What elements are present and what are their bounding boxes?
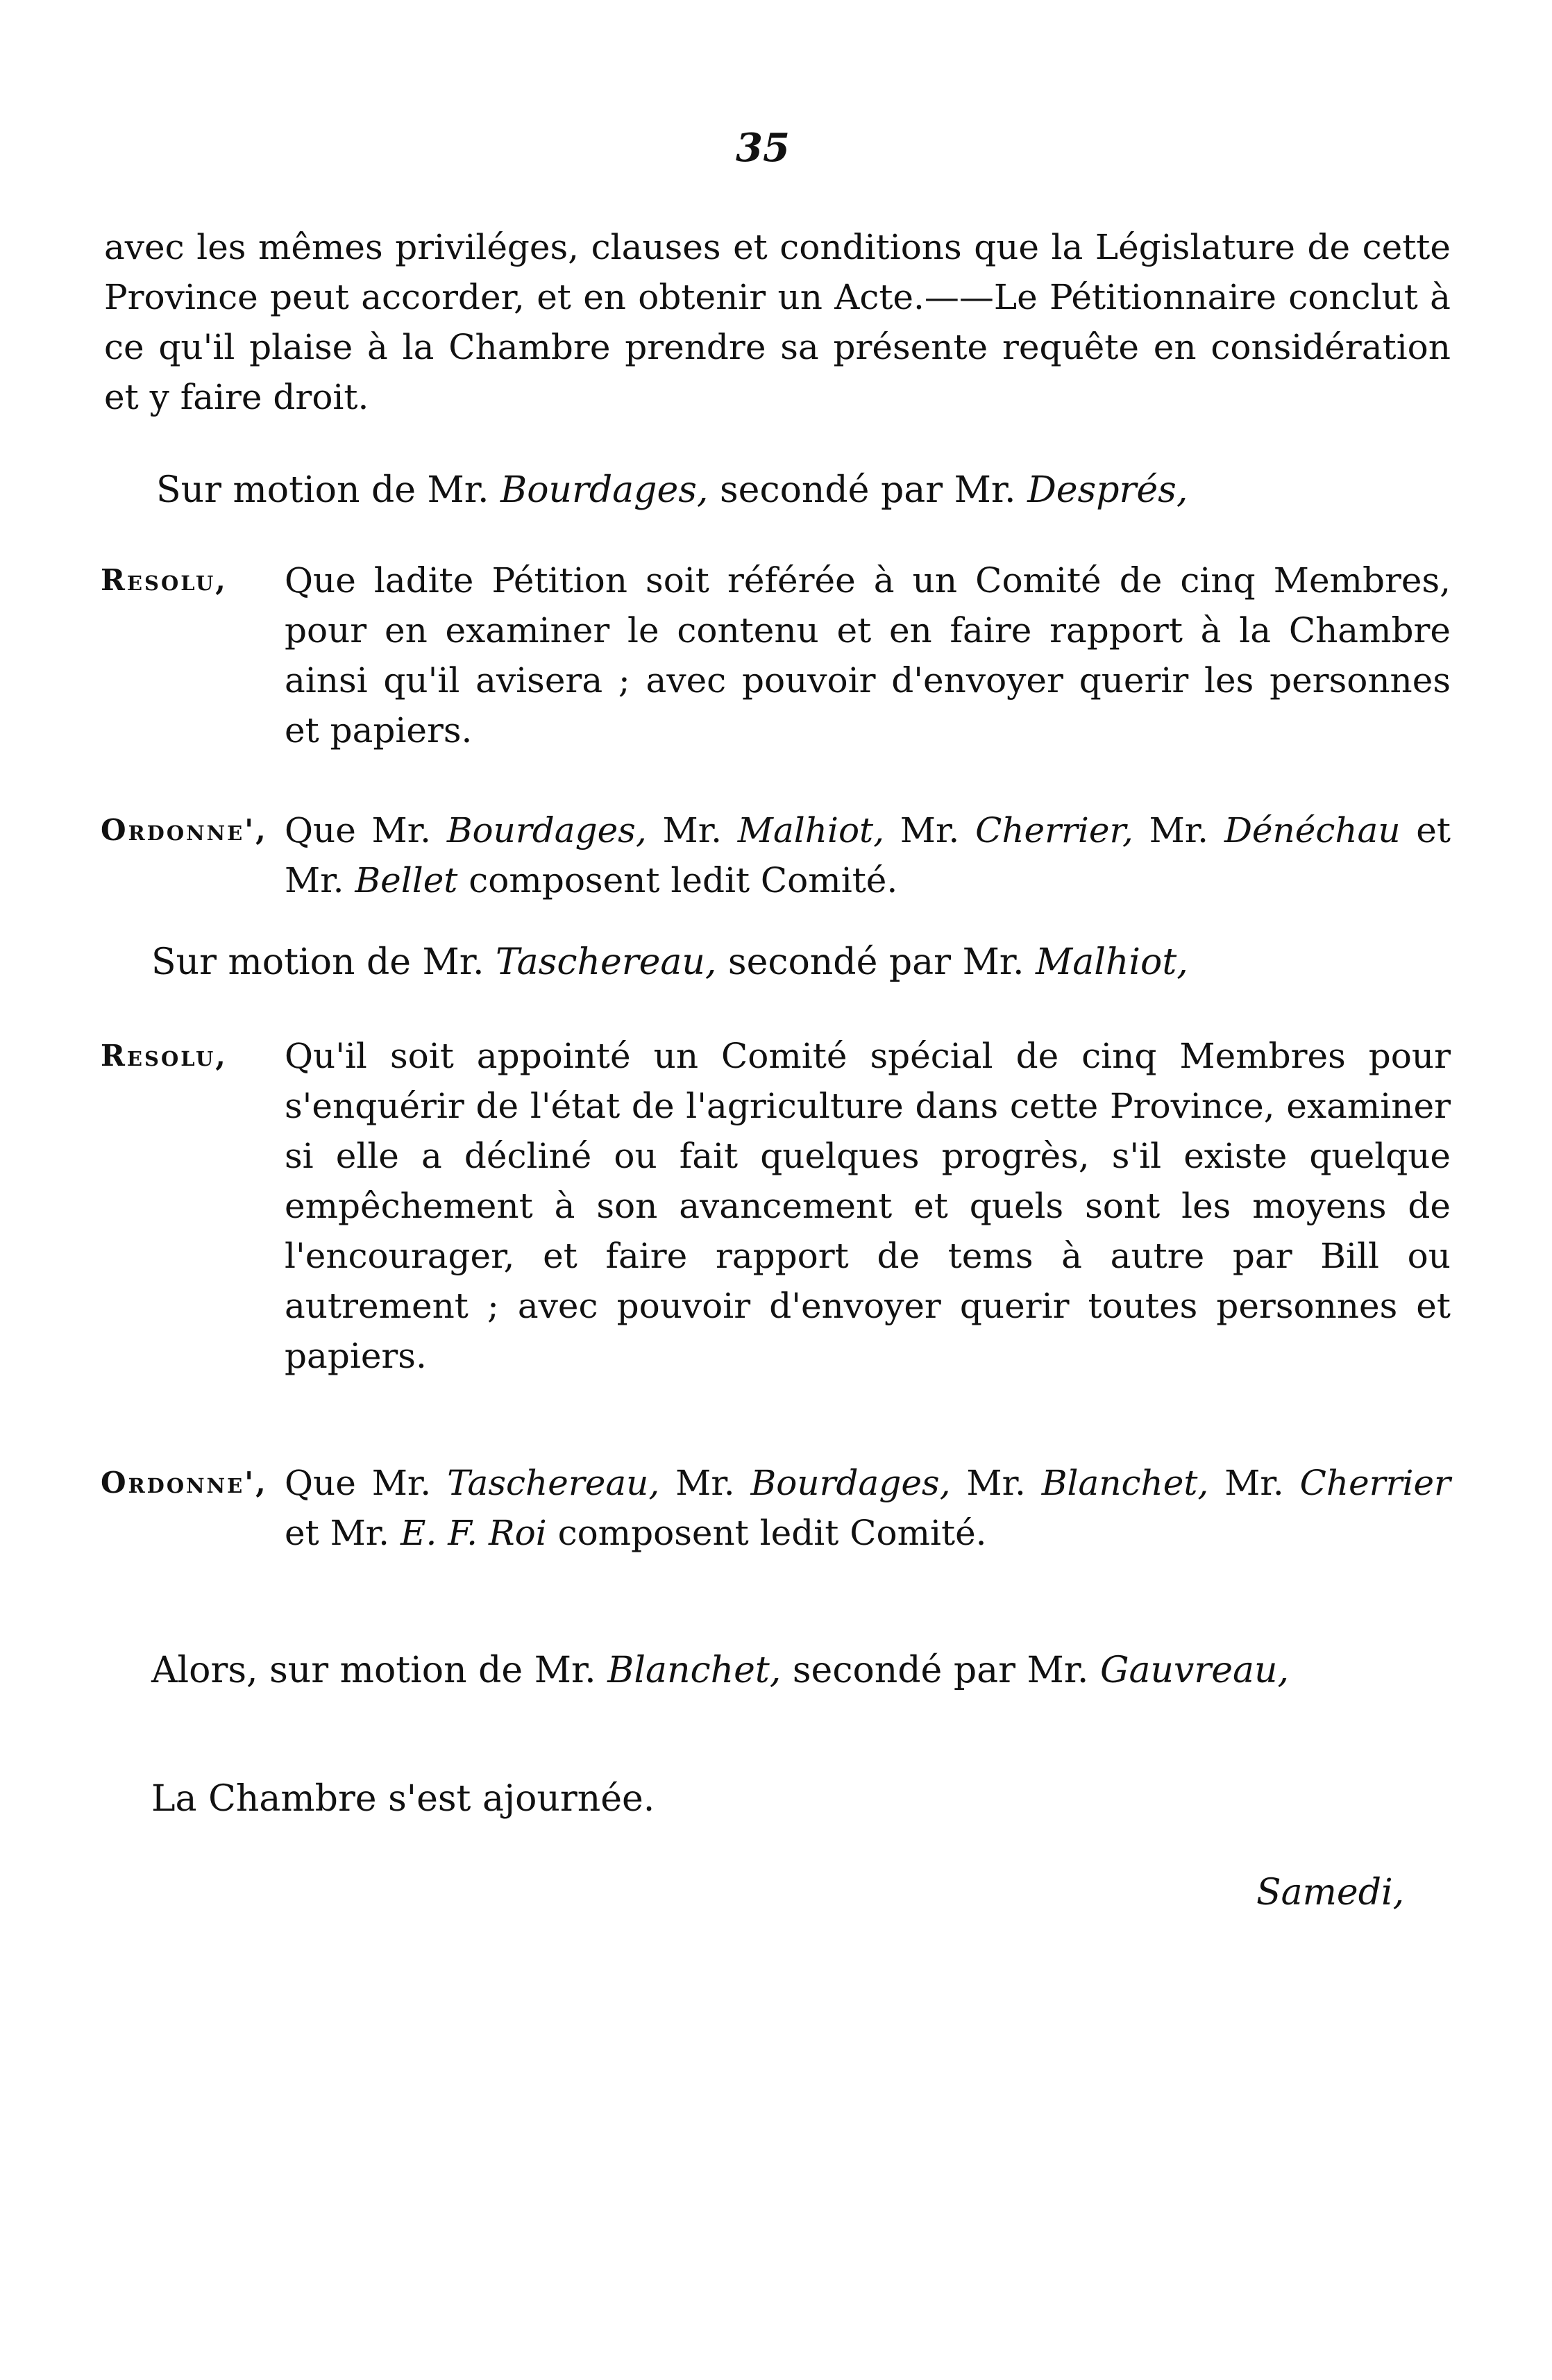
order-1-start: Que Mr. bbox=[285, 810, 447, 850]
motion-2-mover: Taschereau, bbox=[496, 941, 717, 983]
order-1-end: composent ledit Comité. bbox=[457, 860, 898, 900]
order-1-label: Ordonne', bbox=[101, 813, 268, 847]
order-2-sep-3: Mr. bbox=[1208, 1463, 1300, 1503]
motion-2 bbox=[151, 937, 1456, 987]
order-1-member-5: Bellet bbox=[355, 860, 458, 900]
motion-2-middle: secondé par Mr. bbox=[716, 941, 1036, 983]
motion-1-seconder: Després, bbox=[1027, 469, 1188, 511]
order-2-text bbox=[285, 1458, 1451, 1558]
motion-1-middle: secondé par Mr. bbox=[708, 469, 1028, 511]
order-1-member-2: Malhiot, bbox=[737, 810, 885, 850]
order-1-member-3: Cherrier, bbox=[975, 810, 1133, 850]
order-2-start: Que Mr. bbox=[285, 1463, 448, 1503]
motion-3-prefix: Alors, sur motion de Mr. bbox=[151, 1650, 608, 1691]
resolution-1-label: Resolu, bbox=[101, 563, 228, 597]
order-2-sep-2: Mr. bbox=[950, 1463, 1042, 1503]
order-1-member-1: Bourdages, bbox=[446, 810, 647, 850]
order-1-sep-2: Mr. bbox=[884, 810, 976, 850]
order-2-member-3: Blanchet, bbox=[1041, 1463, 1209, 1503]
catchword: Samedi, bbox=[1256, 1872, 1405, 1913]
order-2-sep-4: et Mr. bbox=[285, 1513, 400, 1553]
order-2-member-1: Taschereau, bbox=[447, 1463, 660, 1503]
adjournment-line: La Chambre s'est ajournée. bbox=[151, 1778, 655, 1820]
motion-3-seconder: Gauvreau, bbox=[1099, 1650, 1290, 1691]
order-1-member-4: Dénéchau bbox=[1224, 810, 1401, 850]
order-2-end: composent ledit Comité. bbox=[546, 1513, 987, 1553]
order-2-label: Ordonne', bbox=[101, 1466, 268, 1500]
motion-1 bbox=[156, 465, 1461, 515]
motion-3-middle: secondé par Mr. bbox=[781, 1650, 1100, 1691]
motion-3 bbox=[151, 1645, 1456, 1695]
motion-3-mover: Blanchet, bbox=[607, 1650, 782, 1691]
motion-2-prefix: Sur motion de Mr. bbox=[151, 941, 496, 983]
page-number: 35 bbox=[736, 125, 790, 171]
motion-1-prefix: Sur motion de Mr. bbox=[156, 469, 501, 511]
order-1-sep-1: Mr. bbox=[646, 810, 738, 850]
resolution-2-text: Qu'il soit appointé un Comité spécial de cinq Membres pour s'enquérir de l'état de l'agriculture dans cette Province, examiner si elle a décliné ou fait quelques progrès, s'il existe quelque empêchement à son avancement et quels sont les moyens de l'encourager, et faire rapport de tems à autre par Bill ou autrement ; avec pouvoir d'envoyer querir toutes personnes et papiers. bbox=[285, 1036, 1451, 1376]
motion-2-seconder: Malhiot, bbox=[1036, 941, 1188, 983]
order-1-sep-3: Mr. bbox=[1133, 810, 1224, 850]
order-2-sep-1: Mr. bbox=[659, 1463, 751, 1503]
resolution-2-label: Resolu, bbox=[101, 1039, 228, 1073]
order-1-text bbox=[285, 805, 1451, 905]
resolution-1-text: Que ladite Pétition soit référée à un Comité de cinq Membres, pour en examiner le contenu et en faire rapport à la Chambre ainsi qu'il avisera ; avec pouvoir d'envoyer querir les personnes et papiers. bbox=[285, 560, 1451, 751]
continuation-paragraph: avec les mêmes priviléges, clauses et conditions que la Législature de cette Province peut accorder, et en obtenir un Acte.——Le Pétitionnaire conclut à ce qu'il plaise à la Chambre prendre sa présente requête en considération et y faire droit. bbox=[104, 227, 1451, 417]
order-1-sep-4: et Mr. bbox=[285, 810, 1451, 900]
motion-1-mover: Bourdages, bbox=[500, 469, 709, 511]
order-2-member-2: Bourdages, bbox=[750, 1463, 951, 1503]
order-2-member-4: Cherrier bbox=[1299, 1463, 1451, 1503]
order-2-member-5: E. F. Roi bbox=[400, 1513, 547, 1553]
